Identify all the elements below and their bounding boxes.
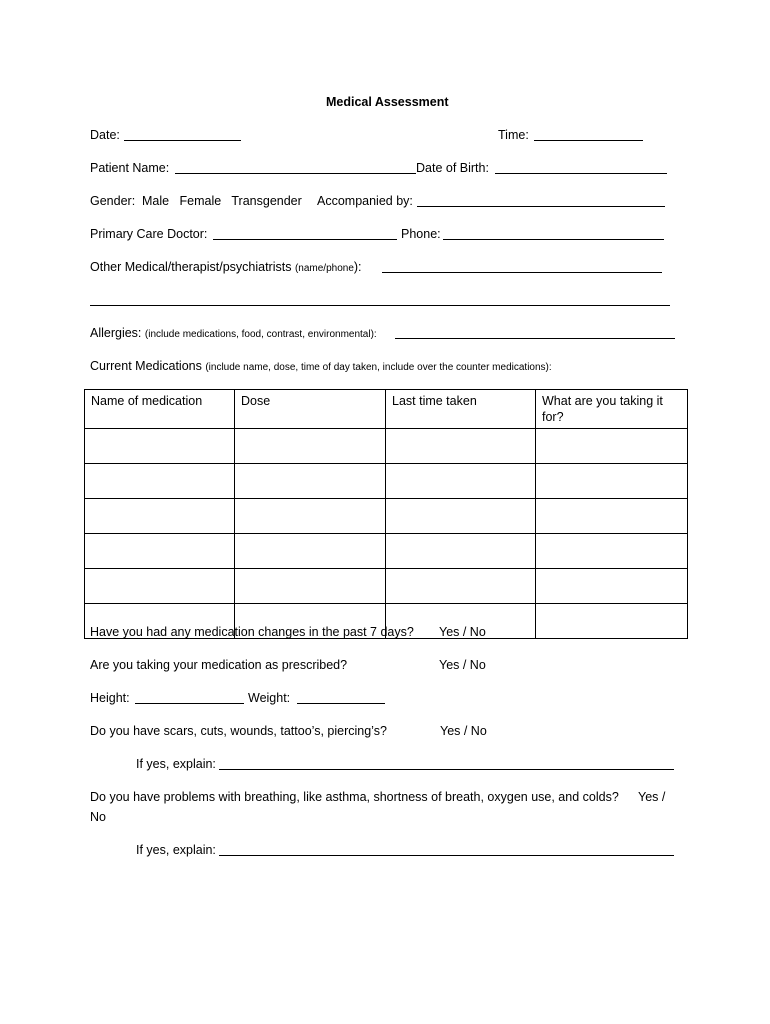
table-cell[interactable] [235, 499, 386, 534]
accompanied-field[interactable] [417, 206, 665, 207]
question-breathing: Do you have problems with breathing, like asthma, shortness of breath, oxygen use, and colds? [90, 790, 619, 804]
if-yes-explain-label-2: If yes, explain: [136, 843, 216, 857]
if-yes-explain-label-1: If yes, explain: [136, 757, 216, 771]
other-medical-field-2[interactable] [90, 305, 670, 306]
gender-label: Gender: [90, 194, 136, 208]
table-cell[interactable] [536, 464, 688, 499]
if-yes-explain-field-2[interactable] [219, 855, 674, 856]
gender-options[interactable]: Male Female Transgender [142, 194, 302, 208]
other-medical-label: Other Medical/therapist/psychiatrists (name/phone): [90, 260, 362, 274]
pcp-field[interactable] [213, 239, 397, 240]
table-cell[interactable] [235, 429, 386, 464]
allergies-label: Allergies: (include medications, food, contrast, environmental): [90, 326, 377, 340]
time-label: Time: [498, 128, 529, 142]
table-cell[interactable] [536, 534, 688, 569]
table-cell[interactable] [85, 499, 235, 534]
medications-table [84, 389, 688, 639]
question-scars: Do you have scars, cuts, wounds, tattoo’s, piercing’s? [90, 724, 387, 738]
answer-breathing-part1[interactable]: Yes / [638, 790, 666, 804]
table-cell[interactable] [85, 464, 235, 499]
pcp-label: Primary Care Doctor: [90, 227, 208, 241]
table-cell[interactable] [386, 464, 536, 499]
allergies-field[interactable] [395, 338, 675, 339]
table-cell[interactable] [235, 464, 386, 499]
table-header-row [85, 390, 688, 429]
answer-scars[interactable]: Yes / No [440, 724, 487, 738]
weight-label: Weight: [248, 691, 291, 705]
height-label: Height: [90, 691, 130, 705]
dob-field[interactable] [495, 173, 667, 174]
if-yes-explain-field-1[interactable] [219, 769, 674, 770]
table-cell[interactable] [235, 569, 386, 604]
table-row [85, 569, 688, 604]
table-cell[interactable] [536, 499, 688, 534]
table-cell[interactable] [386, 499, 536, 534]
answer-medication-changes[interactable]: Yes / No [439, 625, 486, 639]
phone-field[interactable] [443, 239, 664, 240]
table-cell[interactable] [85, 569, 235, 604]
table-cell[interactable] [85, 534, 235, 569]
patient-name-label: Patient Name: [90, 161, 170, 175]
height-field[interactable] [135, 703, 244, 704]
date-field[interactable] [124, 140, 241, 141]
table-cell[interactable] [386, 569, 536, 604]
header-last-time-taken: Last time taken [386, 390, 536, 429]
answer-taking-as-prescribed[interactable]: Yes / No [439, 658, 486, 672]
weight-field[interactable] [297, 703, 385, 704]
page-title: Medical Assessment [326, 95, 449, 109]
header-dose: Dose [235, 390, 386, 429]
header-name-of-medication: Name of medication [85, 390, 235, 429]
patient-name-field[interactable] [175, 173, 416, 174]
table-cell[interactable] [85, 429, 235, 464]
table-cell[interactable] [536, 604, 688, 639]
table-row [85, 499, 688, 534]
accompanied-label: Accompanied by: [317, 194, 413, 208]
question-medication-changes: Have you had any medication changes in the past 7 days? [90, 625, 414, 639]
time-field[interactable] [534, 140, 643, 141]
table-cell[interactable] [235, 534, 386, 569]
table-row [85, 429, 688, 464]
table-cell[interactable] [386, 429, 536, 464]
other-medical-field[interactable] [382, 272, 662, 273]
question-taking-as-prescribed: Are you taking your medication as prescribed? [90, 658, 348, 672]
table-cell[interactable] [536, 429, 688, 464]
date-label: Date: [90, 128, 120, 142]
current-medications-label: Current Medications (include name, dose, time of day taken, include over the counter medications): [90, 359, 552, 373]
table-cell[interactable] [536, 569, 688, 604]
header-reason: What are you taking it for? [536, 390, 688, 429]
phone-label: Phone: [401, 227, 441, 241]
dob-label: Date of Birth: [416, 161, 489, 175]
answer-breathing-part2[interactable]: No [90, 810, 106, 824]
table-row [85, 464, 688, 499]
table-cell[interactable] [386, 534, 536, 569]
table-row [85, 534, 688, 569]
